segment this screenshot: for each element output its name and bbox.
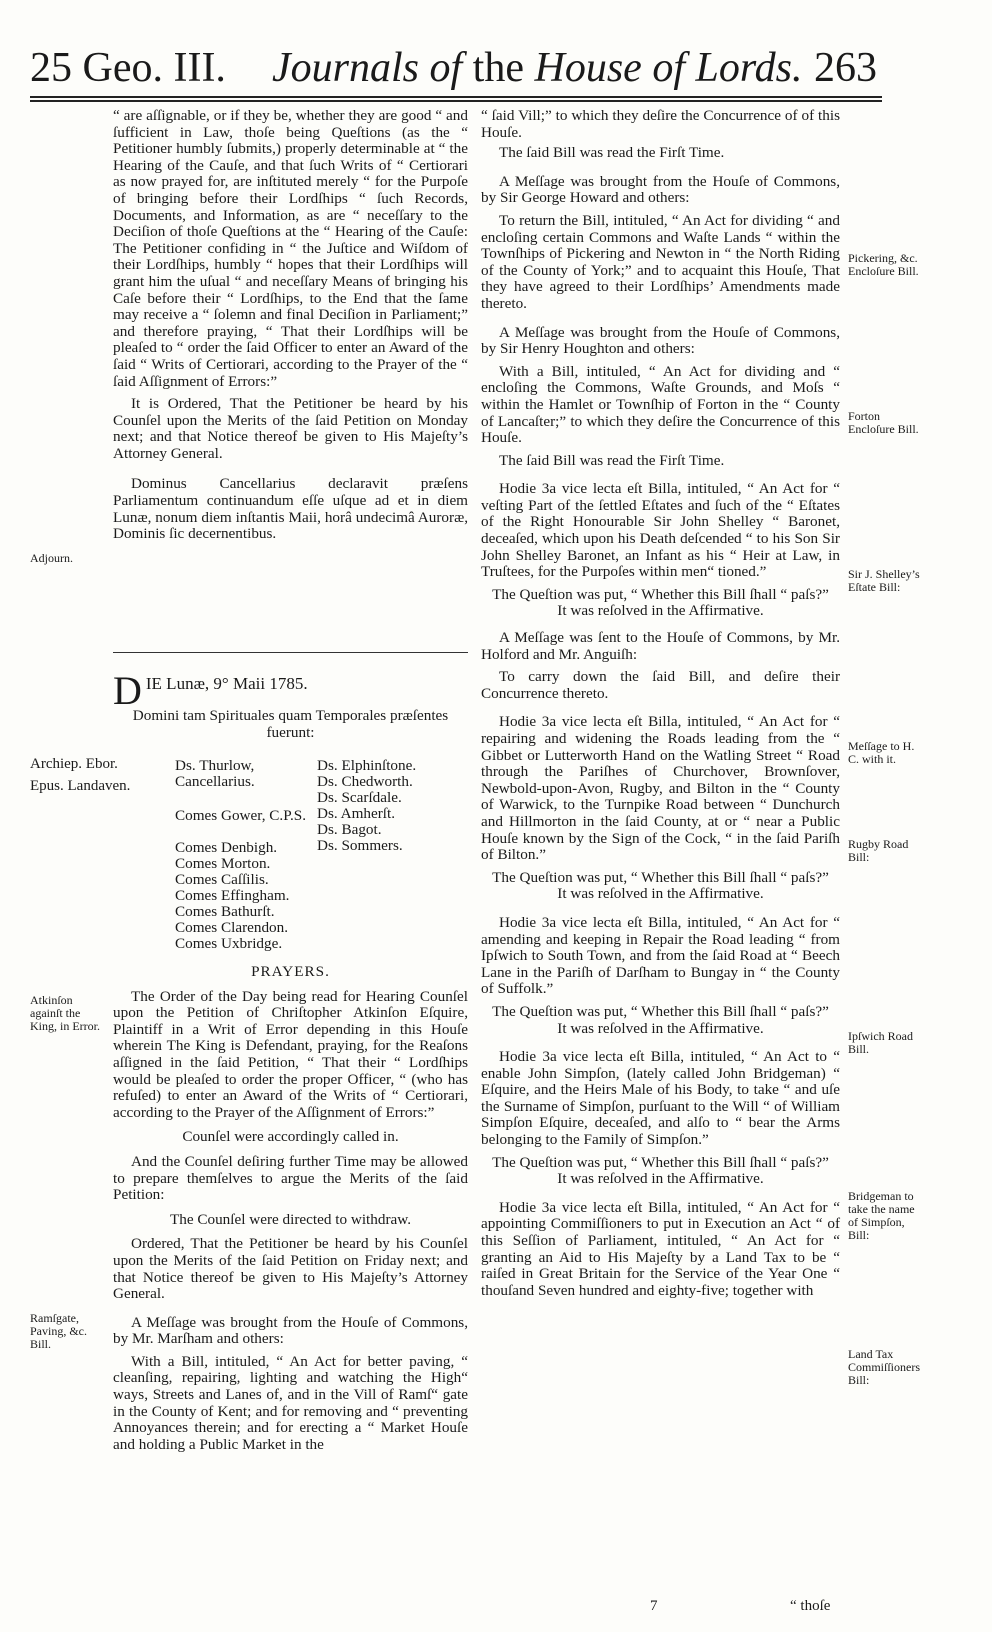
domini-present: Domini tam Spirituales quam Temporales præſentes fuerunt: (132, 707, 449, 741)
rugby-bill: Hodie 3a vice lecta eſt Billa, intituled, “ An Act for “ repairing and widening the Roads leading from the “ Gibbet or Lutterworth Hand on the Watling Street “ Road through the Pariſhes of Churchover, Brownſover, Newbold-upon-Avon, Rugby, and Bilton in the “ County of Warwick, to the Turnpike Road between “ Dunchurch and Hillmorton in the ſaid County, at or “ near a Public Houſe known by the Sign of the Cock, “ in the ſaid Pariſh of Bilton.” (481, 713, 840, 864)
regnal-year: 25 Geo. III. (30, 45, 226, 91)
resolved-2: It was reſolved in the Affirmative. (557, 885, 764, 903)
signature-mark: 7 (650, 1598, 658, 1614)
roster-left (175, 757, 315, 952)
left-column-sitting (113, 668, 468, 741)
counsel-withdraw: The Counſel were directed to withdraw. (169, 1210, 412, 1228)
margin-bridgeman: Bridgeman to take the name of Simpſon, Bill: (848, 1189, 915, 1242)
margin-landtax: Land Tax Commiſſioners Bill: (848, 1347, 920, 1387)
margin-atkinson: Atkinſon againſt the King, in Error. (30, 993, 100, 1033)
peer: Comes Clarendon. (175, 919, 289, 936)
margin-ramsgate: Ramſgate, Paving, &c. Bill. (30, 1311, 87, 1351)
forton-bill: With a Bill, intituled, “ An Act for dividing and “ encloſing the Commons, Waſte Grounds, and Moſs “ within the Hamlet or Townſhip of Forton in the “ County of Lancaſter;” to which they deſire the Concurrence of this Houſe. (481, 362, 840, 447)
resolved-1: It was reſolved in the Affirmative. (557, 602, 764, 620)
peer: Comes Bathurſt. (175, 903, 275, 920)
page-number: 263 (814, 45, 877, 91)
sitting-date: IE Lunæ, 9° Maii 1785. (145, 674, 308, 693)
page-header (0, 0, 992, 100)
section-rule (113, 652, 468, 653)
prayers-heading: PRAYERS. (251, 963, 330, 980)
catchword: “ thoſe (790, 1598, 831, 1614)
left-column-lower (113, 964, 468, 1453)
carry-down: To carry down the ſaid Bill, and deſire their Concurrence thereto. (481, 668, 840, 702)
simpson-bill: Hodie 3a vice lecta eſt Billa, intituled, “ An Act to “ enable John Simpſon, (lately called John Bridgeman) “ Eſquire, and the Heirs Male of his Body, to take “ and uſe the Surname of Simpſon, purſuant to the Will “ of William Simpſon Eſquire, deceaſed, and alſo to “ bear the Arms belonging to the Family of Simpſon.” (481, 1048, 840, 1149)
peer-roster (175, 757, 475, 952)
running-title: Journals of the House of Lords. (272, 45, 803, 91)
peer: Comes Denbigh. (175, 839, 278, 856)
peer: Comes Caſſilis. (175, 871, 269, 888)
margin-shelley: Sir J. Shelley’s Eſtate Bill: (848, 567, 920, 594)
margin-forton: Forton Encloſure Bill. (848, 409, 919, 436)
peer: Ds. Elphinſtone. (317, 757, 417, 774)
resolved-4: It was reſolved in the Affirmative. (557, 1170, 764, 1188)
petition-continuation: “ are aſſignable, or if they be, whether they are good “ and ſufficient in Law, thoſe being Queſtions (as the “ Petitioner humbly ſubmits,) properly determinable at “ the Hearing of the Cauſe, and that ſuch Writs of “ Certiorari as now prayed for, are inſtituted merely “ for the Purpoſe of bringing before their Lordſhips “ ſuch Records, Documents, and Information, as are “ neceſſary to the Deciſion of thoſe Queſtions at the “ Hearing of the Cauſe: The Petitioner confiding in “ the Juſtice and Wiſdom of their Lordſhips, humbly “ hopes that their Lordſhips will grant him the uſual “ and neceſſary Means of bringing his Caſe before their “ Lordſhips, to the End that the ſame may receive a “ ſolemn and final Deciſion in Parliament;” and therefore praying, “ That their Lordſhips will be pleaſed to “ order the ſaid Officer to enter an Award of the ſaid “ Writs of Certiorari, according to the Prayer of the “ ſaid Aſſignment of Errors:” (113, 107, 468, 390)
land-tax-bill: Hodie 3a vice lecta eſt Billa, intituled, “ An Act for “ appointing Commiſſioners to put in Execution an Act “ of this Seſſion of Parliament, intituled, “ An Act for “ granting an Aid to His Majeſty by a Land Tax to be “ raiſed in Great Britain for the Service of the Year One “ thouſand Seven hundred and eighty-five; together with (481, 1198, 840, 1299)
peer: Ds. Sommers. (317, 837, 403, 854)
first-reading-1: The ſaid Bill was read the Firſt Time. (499, 144, 725, 162)
roster-right (317, 758, 467, 854)
counsel-called: Counſel were accordingly called in. (182, 1128, 399, 1146)
order-friday: Ordered, That the Petitioner be heard by his Counſel upon the Merits of the ſaid Petition on Friday next; and that Notice thereof be given to His Majeſty’s Attorney General. (113, 1235, 468, 1303)
peer: Comes Uxbridge. (175, 935, 283, 952)
ramsgate-continuation: “ ſaid Vill;” to which they deſire the Concurrence of of this Houſe. (481, 107, 840, 141)
message-marsham: A Meſſage was brought from the Houſe of Commons, by Mr. Marſham and others: (113, 1313, 468, 1348)
message-howard: A Meſſage was brought from the Houſe of Commons, by Sir George Howard and others: (481, 172, 840, 207)
right-column (481, 108, 840, 1299)
margin-message: Meſſage to H. C. with it. (848, 739, 915, 766)
first-reading-2: The ſaid Bill was read the Firſt Time. (499, 451, 725, 469)
order-monday: It is Ordered, That the Petitioner be heard by his Counſel upon the Merits of the ſaid Petition on Monday next; and that Notice thereof be given to His Majeſty’s Attorney General. (113, 395, 468, 462)
margin-adjourn: Adjourn. (30, 551, 73, 565)
peer: Comes Effingham. (175, 887, 290, 904)
peer: Ds. Bagot. (317, 821, 382, 838)
shelley-bill: Hodie 3a vice lecta eſt Billa, intituled, “ An Act for “ veſting Part of the ſettled Eſtates and ſuch of the “ Eſtates of the Right Honourable Sir John Shelley “ Baronet, deceaſed, which upon his Death deſcended “ to his Son Sir John Shelley Baronet, an Infant as his “ Heir at Law, in Truſtees, for the Purpoſes within men“ tioned.” (481, 480, 840, 581)
question-3: The Queſtion was put, “ Whether this Bill ſhall “ paſs?” (492, 1002, 829, 1020)
resolved-3: It was reſolved in the Affirmative. (557, 1019, 764, 1037)
archbishop: Archiep. Ebor. (30, 756, 118, 772)
drop-cap: D (113, 668, 142, 713)
question-2: The Queſtion was put, “ Whether this Bill ſhall “ paſs?” (492, 868, 829, 886)
margin-rugby: Rugby Road Bill: (848, 837, 909, 864)
message-houghton: A Meſſage was brought from the Houſe of Commons, by Sir Henry Houghton and others: (481, 323, 840, 358)
counsel-time: And the Counſel deſiring further Time may be allowed to prepare themſelves to argue the Merits of the ſaid Petition: (113, 1152, 468, 1204)
header-rule-2 (30, 100, 882, 102)
atkinson-order: The Order of the Day being read for Hearing Counſel upon the Petition of Chriſtopher Atkinſon Eſquire, Plaintiff in a Writ of Error depending in this Houſe wherein The King is Defendant, praying, for the Reaſons aſſigned in the ſaid Petition, “ That their “ Lordſhips would be pleaſed to order the proper Officer, “ (who has refuſed) to enter an Award of the Writs of “ Certiorari, according to the Prayer of the Aſſignment of Errors:” (113, 987, 468, 1121)
question-1: The Queſtion was put, “ Whether this Bill ſhall “ paſs?” (492, 585, 829, 603)
ipswich-bill: Hodie 3a vice lecta eſt Billa, intituled, “ An Act for “ amending and keeping in Repair the Road leading “ from Ipſwich to South Town, and from the ſaid Road at “ Beech Lane in the Pariſh of Darſham to Bungay in “ the County of Suffolk.” (481, 913, 840, 998)
peer: Ds. Amherſt. (317, 805, 396, 822)
question-4: The Queſtion was put, “ Whether this Bill ſhall “ paſs?” (492, 1153, 829, 1171)
bishop: Epus. Landaven. (30, 778, 131, 794)
adjournment-latin: Dominus Cancellarius declaravit præſens Parliamentum continuandum eſſe uſque ad et in diem Lunæ, nonum diem inſtantis Maii, horâ undecimâ Auroræ, Dominis ſic decernentibus. (113, 475, 468, 543)
peer: Ds. Chedworth. (317, 773, 413, 790)
margin-pickering: Pickering, &c. Encloſure Bill. (848, 251, 919, 278)
peer: Ds. Scarſdale. (317, 789, 402, 806)
left-column (113, 108, 468, 543)
peer: Comes Morton. (175, 855, 271, 872)
peer: Comes Gower, C.P.S. (175, 807, 307, 824)
margin-ipswich: Ipſwich Road Bill. (848, 1029, 913, 1056)
header-rule-1 (30, 96, 882, 98)
peer: Ds. Thurlow, Cancellarius. (175, 757, 255, 790)
message-holford: A Meſſage was ſent to the Houſe of Commons, by Mr. Holford and Mr. Anguiſh: (481, 629, 840, 663)
ramsgate-bill: With a Bill, intituled, “ An Act for better paving, “ cleanſing, repairing, lighting and watching the High“ ways, Streets and Lanes of, and in the Vill of Ramſ“ gate in the County of Kent; and for removing and “ preventing Annoyances therein; and for erecting a “ Market Houſe and holding a Public Market in the (113, 1352, 468, 1453)
pickering-return: To return the Bill, intituled, “ An Act for dividing “ and encloſing certain Commons and Waſte Lands “ within the Townſhips of Pickering and Newton in “ the North Riding of the County of York;” and to acquaint this Houſe, That they have agreed to their Lordſhips’ Amendments made thereto. (481, 211, 840, 312)
